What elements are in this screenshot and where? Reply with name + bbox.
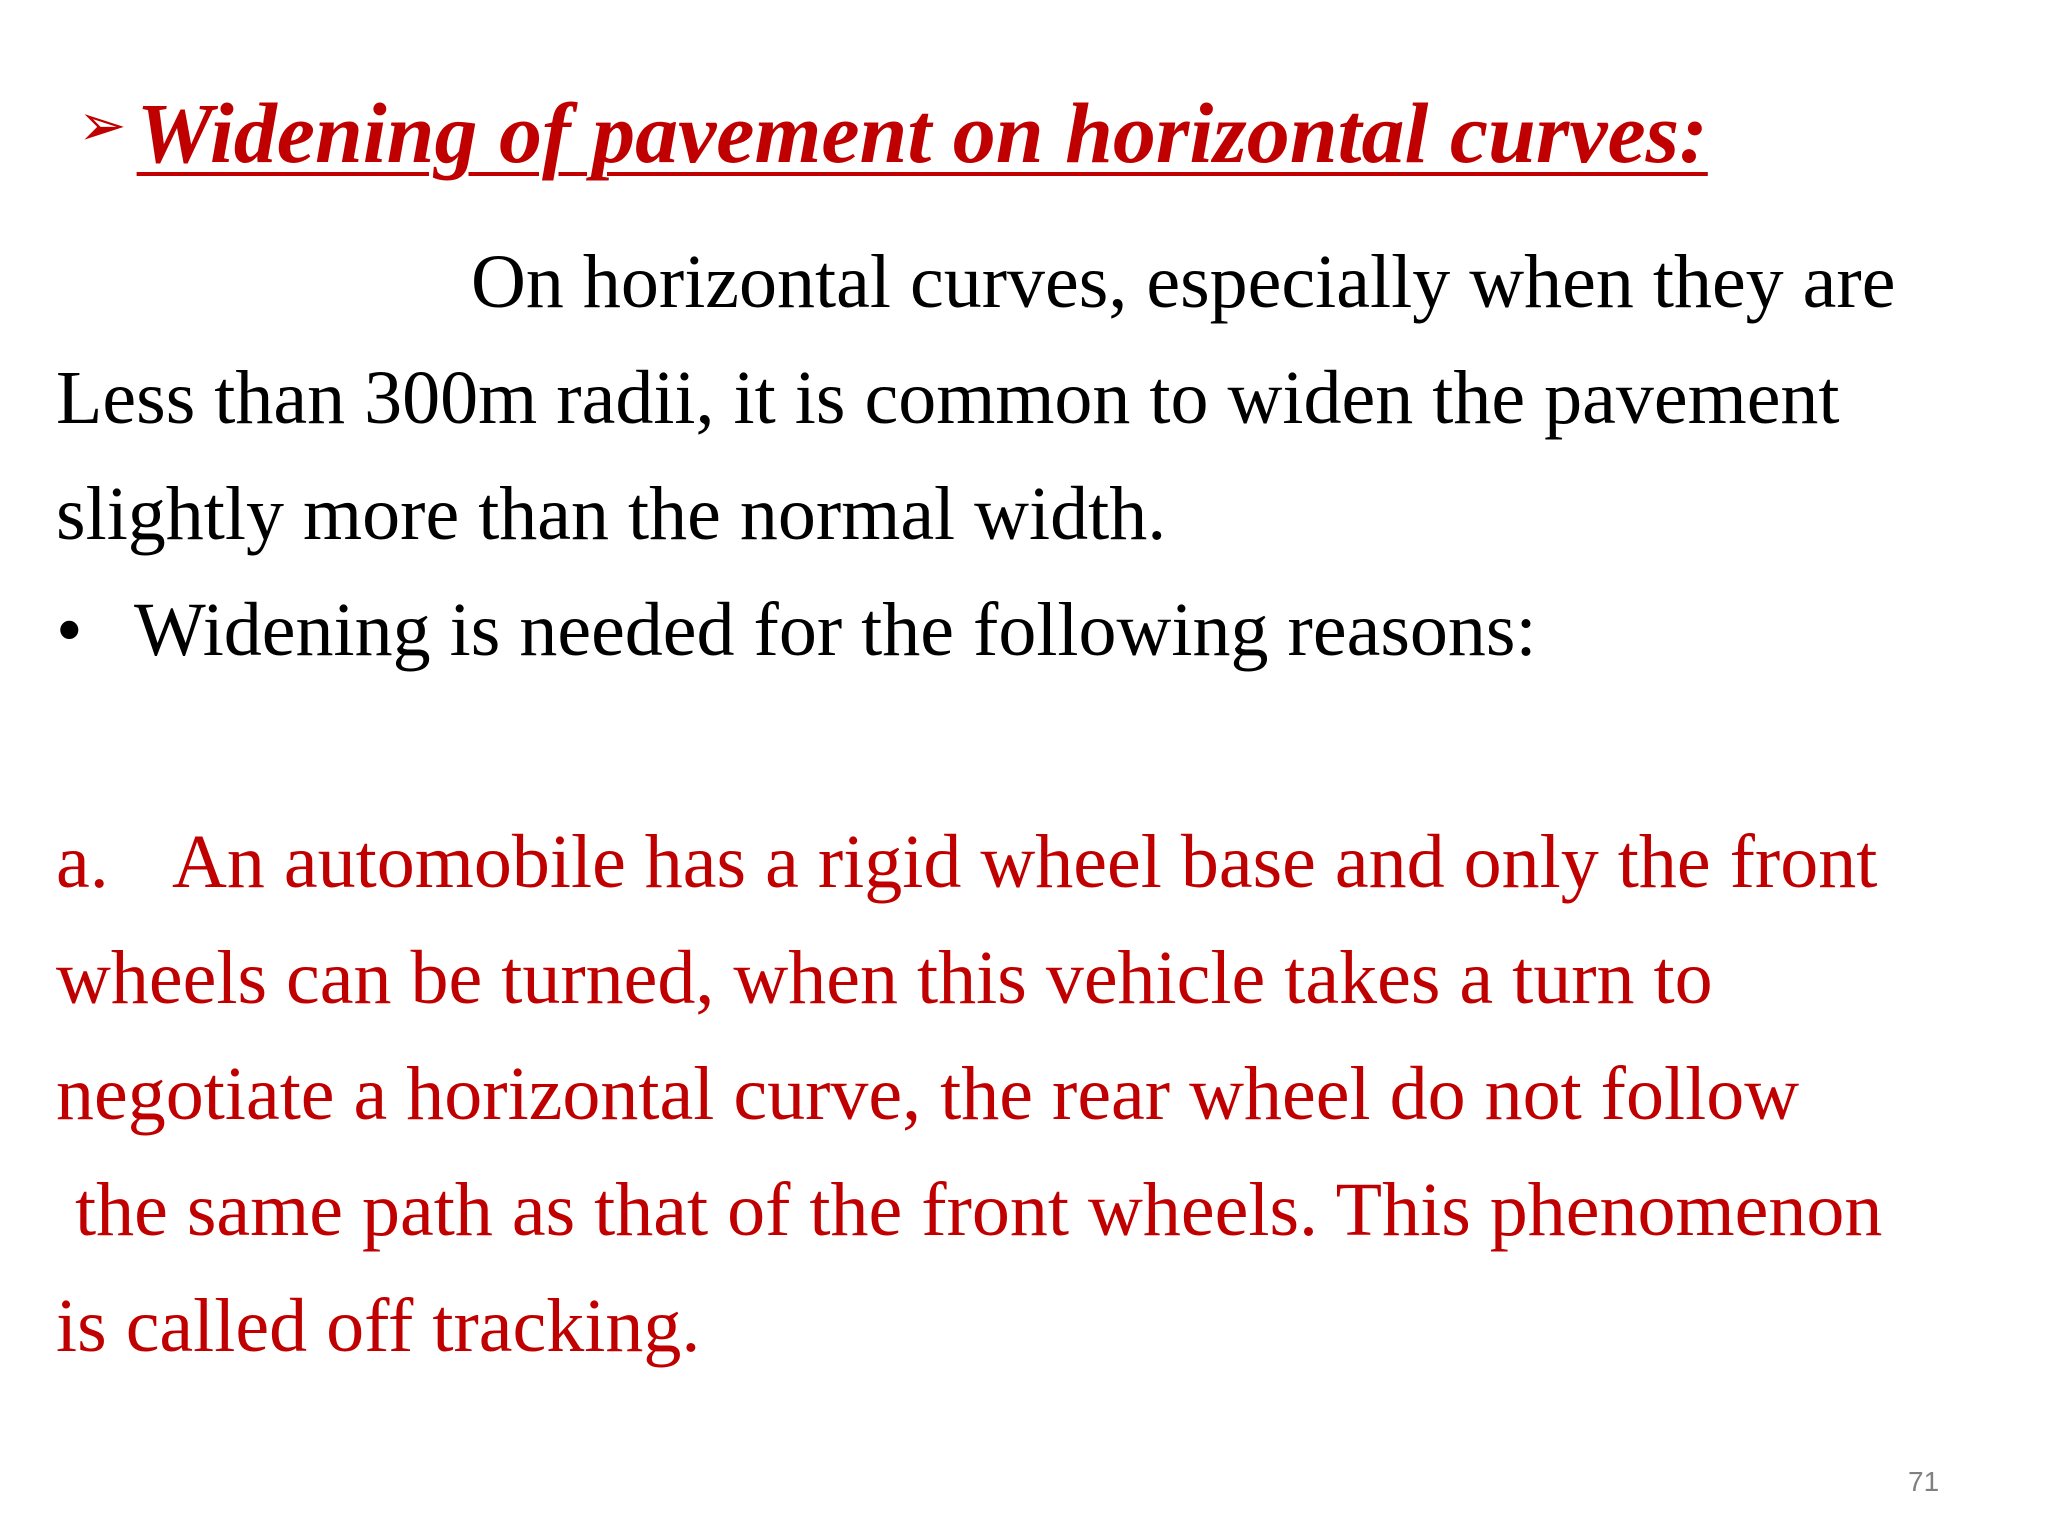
page-number: 71 [1908, 1466, 1940, 1497]
arrow-bullet-icon: ➢ [78, 91, 127, 159]
item-a-line-3: negotiate a horizontal curve, the rear wheel do not follow [56, 1052, 1800, 1136]
item-a-line-1 [56, 812, 1877, 912]
bullet-dot-icon: • [56, 588, 83, 672]
bullet-item [56, 580, 1537, 680]
title-text: Widening of pavement on horizontal curves: [136, 85, 1708, 181]
slide-title [78, 78, 1708, 188]
bullet-text: Widening is needed for the following reasons: [134, 588, 1537, 672]
intro-line-3: slightly more than the normal width. [56, 472, 1167, 556]
item-a-label: a. [56, 820, 109, 904]
item-a-line-4: the same path as that of the front wheels. This phenomenon [56, 1168, 1883, 1252]
intro-line-1: On horizontal curves, especially when they are [471, 240, 1896, 324]
item-a-text-1: An automobile has a rigid wheel base and only the front [172, 820, 1878, 904]
item-a-line-2: wheels can be turned, when this vehicle takes a turn to [56, 936, 1713, 1020]
item-a-line-5: is called off tracking. [56, 1284, 701, 1368]
intro-line-2: Less than 300m radii, it is common to widen the pavement [56, 356, 1840, 440]
